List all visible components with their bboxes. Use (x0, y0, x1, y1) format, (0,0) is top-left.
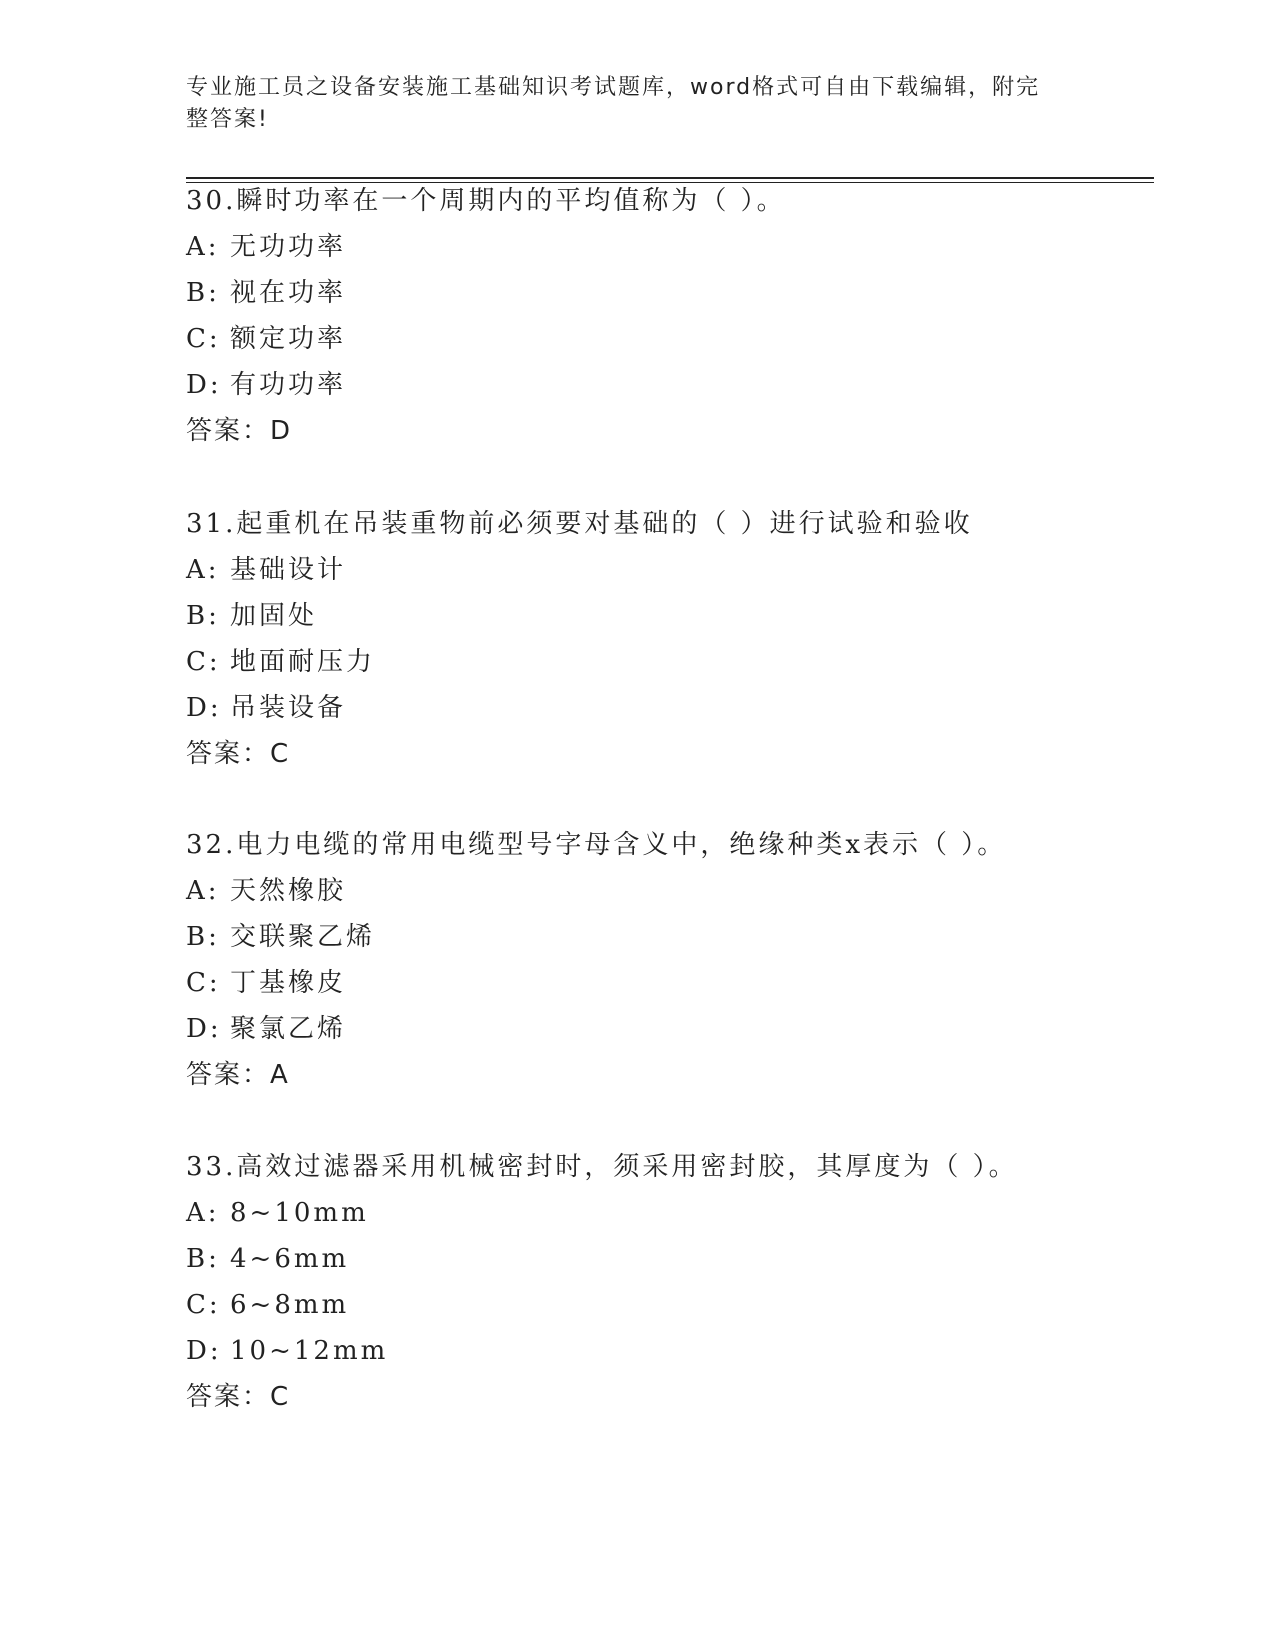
document-header (186, 72, 1066, 136)
question-stem: 33.高效过滤器采用机械密封时，须采用密封胶，其厚度为（ ）。 (186, 1152, 1018, 1182)
answer-line: 答案：C (186, 1382, 291, 1412)
option-text: 4~6mm (230, 1244, 350, 1274)
option-label: D: (186, 693, 222, 723)
option-a (186, 547, 1146, 593)
option-b (186, 270, 1146, 316)
option-c (186, 316, 1146, 362)
option-label: B: (186, 601, 220, 631)
option-a (186, 1190, 1146, 1236)
option-a (186, 224, 1146, 270)
option-label: D: (186, 1014, 222, 1044)
option-label: D: (186, 1336, 222, 1366)
option-text: 8~10mm (230, 1198, 369, 1228)
answer-line: 答案：A (186, 1060, 290, 1090)
option-text: 6~8mm (230, 1290, 350, 1320)
option-c (186, 1282, 1146, 1328)
option-d (186, 1328, 1146, 1374)
option-text: 加固处 (230, 601, 318, 631)
option-label: C: (186, 1290, 221, 1320)
option-text: 基础设计 (230, 555, 347, 585)
option-text: 聚氯乙烯 (230, 1014, 347, 1044)
answer-line: 答案：D (186, 416, 293, 446)
option-b (186, 593, 1146, 639)
option-label: B: (186, 278, 220, 308)
question-stem: 31.起重机在吊装重物前必须要对基础的（ ）进行试验和验收 (186, 509, 973, 539)
option-text: 地面耐压力 (230, 647, 376, 677)
option-text: 吊装设备 (230, 693, 347, 723)
option-label: C: (186, 324, 221, 354)
option-text: 额定功率 (230, 324, 347, 354)
option-b (186, 1236, 1146, 1282)
option-label: A: (186, 1198, 220, 1228)
question-33 (186, 1144, 1146, 1420)
option-text: 交联聚乙烯 (230, 922, 376, 952)
option-b (186, 914, 1146, 960)
option-text: 10~12mm (230, 1336, 389, 1366)
option-label: A: (186, 232, 220, 262)
question-stem: 30.瞬时功率在一个周期内的平均值称为（ ）。 (186, 186, 786, 216)
option-a (186, 868, 1146, 914)
option-d (186, 1006, 1146, 1052)
answer-line: 答案：C (186, 739, 291, 769)
question-30 (186, 178, 1146, 454)
option-label: C: (186, 647, 221, 677)
option-label: A: (186, 555, 220, 585)
option-label: B: (186, 1244, 220, 1274)
option-text: 有功功率 (230, 370, 347, 400)
option-label: D: (186, 370, 222, 400)
option-text: 丁基橡皮 (230, 968, 347, 998)
option-text: 天然橡胶 (230, 876, 347, 906)
option-text: 无功功率 (230, 232, 347, 262)
option-c (186, 960, 1146, 1006)
option-label: B: (186, 922, 220, 952)
option-text: 视在功率 (230, 278, 347, 308)
option-d (186, 685, 1146, 731)
header-line-1: 专业施工员之设备安装施工基础知识考试题库，word格式可自由下载编辑，附完 (186, 75, 1041, 100)
header-line-2: 整答案! (186, 107, 269, 132)
option-c (186, 639, 1146, 685)
option-label: C: (186, 968, 221, 998)
question-stem: 32.电力电缆的常用电缆型号字母含义中，绝缘种类x表示（ ）。 (186, 830, 1007, 860)
question-31 (186, 501, 1146, 777)
question-32 (186, 822, 1146, 1098)
option-d (186, 362, 1146, 408)
option-label: A: (186, 876, 220, 906)
